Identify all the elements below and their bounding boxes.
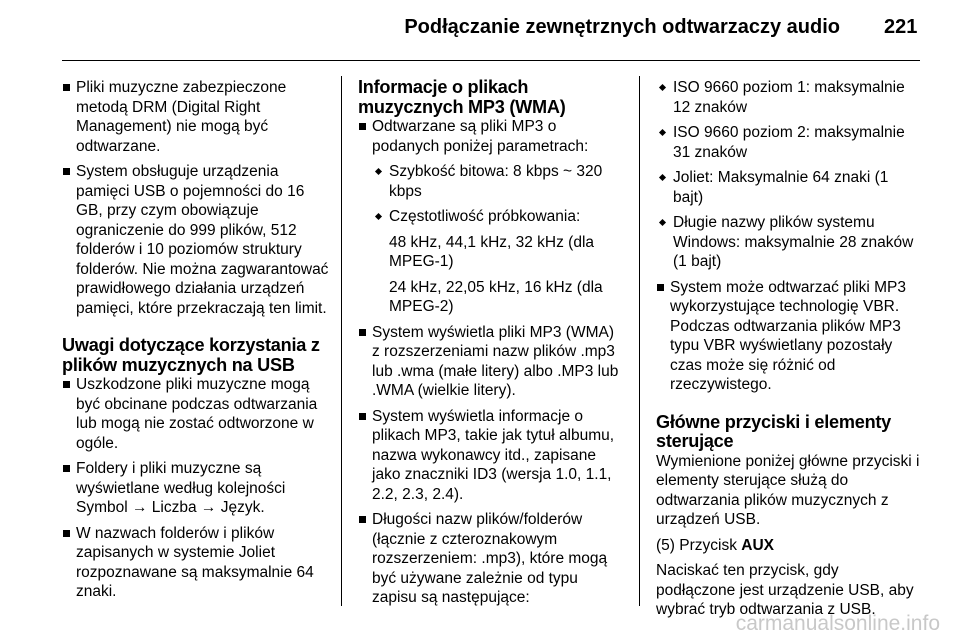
list-item: System obsługuje urządzenia pamięci USB o pojemności do 16 GB, przy czym obowiązuje ograniczenie do 999 plików, 512 folderów i 10 poziomów struktury folderów. Nie można zagwarantować prawidłowego działania urządzeń pamięci, które przekraczają ten limit. xyxy=(62,162,330,318)
list-item: W nazwach folderów i plików zapisanych w systemie Joliet rozpoznawane są maksymalnie 64 znaki. xyxy=(62,524,330,602)
bullet-list xyxy=(62,375,330,602)
section-heading: Informacje o plikach muzycznych MP3 (WMA) xyxy=(358,77,566,117)
sub-list-item-text: Częstotliwość próbkowania: xyxy=(389,208,581,225)
column-divider-1 xyxy=(341,76,342,606)
list-item: System wyświetla informacje o plikach MP3, takie jak tytuł albumu, nazwa wykonawcy itd., zapisane jako znaczniki ID3 (wersja 1.0, 1.1, 2.2, 2.3, 2.4). xyxy=(358,407,626,505)
sub-list-item: Joliet: Maksymalnie 64 znaki (1 bajt) xyxy=(656,168,922,207)
watermark: carmanualsonline.info xyxy=(735,612,940,635)
column-divider-2 xyxy=(639,76,640,606)
list-item: Pliki muzyczne zabezpieczone metodą DRM (Digital Right Management) nie mogą być odtwarzane. xyxy=(62,78,330,156)
sub-list-item: ISO 9660 poziom 2: maksymalnie 31 znaków xyxy=(656,123,922,162)
aux-button-label: AUX xyxy=(741,536,774,554)
header-rule xyxy=(62,60,920,61)
paragraph: Wymienione poniżej główne przyciski i elementy sterujące służą do odtwarzania plików muzycznych z urządzeń USB. xyxy=(656,452,920,528)
list-item-text: Odtwarzane są pliki MP3 o podanych poniżej parametrach: xyxy=(372,118,589,155)
section-heading: Uwagi dotyczące korzystania z plików muzycznych na USB xyxy=(62,335,320,375)
bullet-list xyxy=(656,278,922,395)
sub-list-item: Szybkość bitowa: 8 kbps ~ 320 kbps xyxy=(372,162,626,201)
sub-list-item xyxy=(372,207,626,317)
page-number: 221 xyxy=(884,16,918,38)
list-item xyxy=(358,117,626,317)
sub-list-item-continuation: 24 kHz, 22,05 kHz, 16 kHz (dla MPEG-2) xyxy=(389,278,603,315)
list-item: Uszkodzone pliki muzyczne mogą być obcinane podczas odtwarzania lub mogą nie zostać odtworzone w ogóle. xyxy=(62,375,330,453)
page-header-title: Podłączanie zewnętrznych odtwarzaczy audio xyxy=(404,16,840,38)
column-3 xyxy=(656,78,922,626)
column-2 xyxy=(358,78,626,614)
sub-list-item: ISO 9660 poziom 1: maksymalnie 12 znaków xyxy=(656,78,922,117)
section-heading: Główne przyciski i elementy sterujące xyxy=(656,411,892,451)
sub-list xyxy=(656,78,922,272)
sub-list xyxy=(372,162,626,317)
paragraph: Naciskać ten przycisk, gdy podłączone jest urządzenie USB, aby wybrać tryb odtwarzania z USB. xyxy=(656,562,914,618)
bullet-list xyxy=(358,117,626,608)
column-1 xyxy=(62,78,330,608)
list-item: System może odtwarzać pliki MP3 wykorzystujące technologię VBR. Podczas odtwarzania plików MP3 typu VBR wyświetlany pozostały czas może się różnić od rzeczywistego. xyxy=(656,278,922,395)
paragraph-text: (5) Przycisk xyxy=(656,536,742,554)
paragraph xyxy=(656,536,922,556)
list-item: Długości nazw plików/folderów (łącznie z czteroznakowym rozszerzeniem: .mp3), które mogą być używane zależnie od typu zapisu są następujące: xyxy=(358,510,626,608)
sub-list-item: Długie nazwy plików systemu Windows: maksymalnie 28 znaków (1 bajt) xyxy=(656,213,922,272)
bullet-list xyxy=(62,78,330,318)
list-item: System wyświetla pliki MP3 (WMA) z rozszerzeniami nazw plików .mp3 lub .wma (małe litery) albo .MP3 lub .WMA (wielkie litery). xyxy=(358,323,626,401)
sub-list-item-continuation: 48 kHz, 44,1 kHz, 32 kHz (dla MPEG-1) xyxy=(389,233,595,270)
list-item: Foldery i pliki muzyczne są wyświetlane według kolejności Symbol → Liczba → Język. xyxy=(62,459,330,518)
